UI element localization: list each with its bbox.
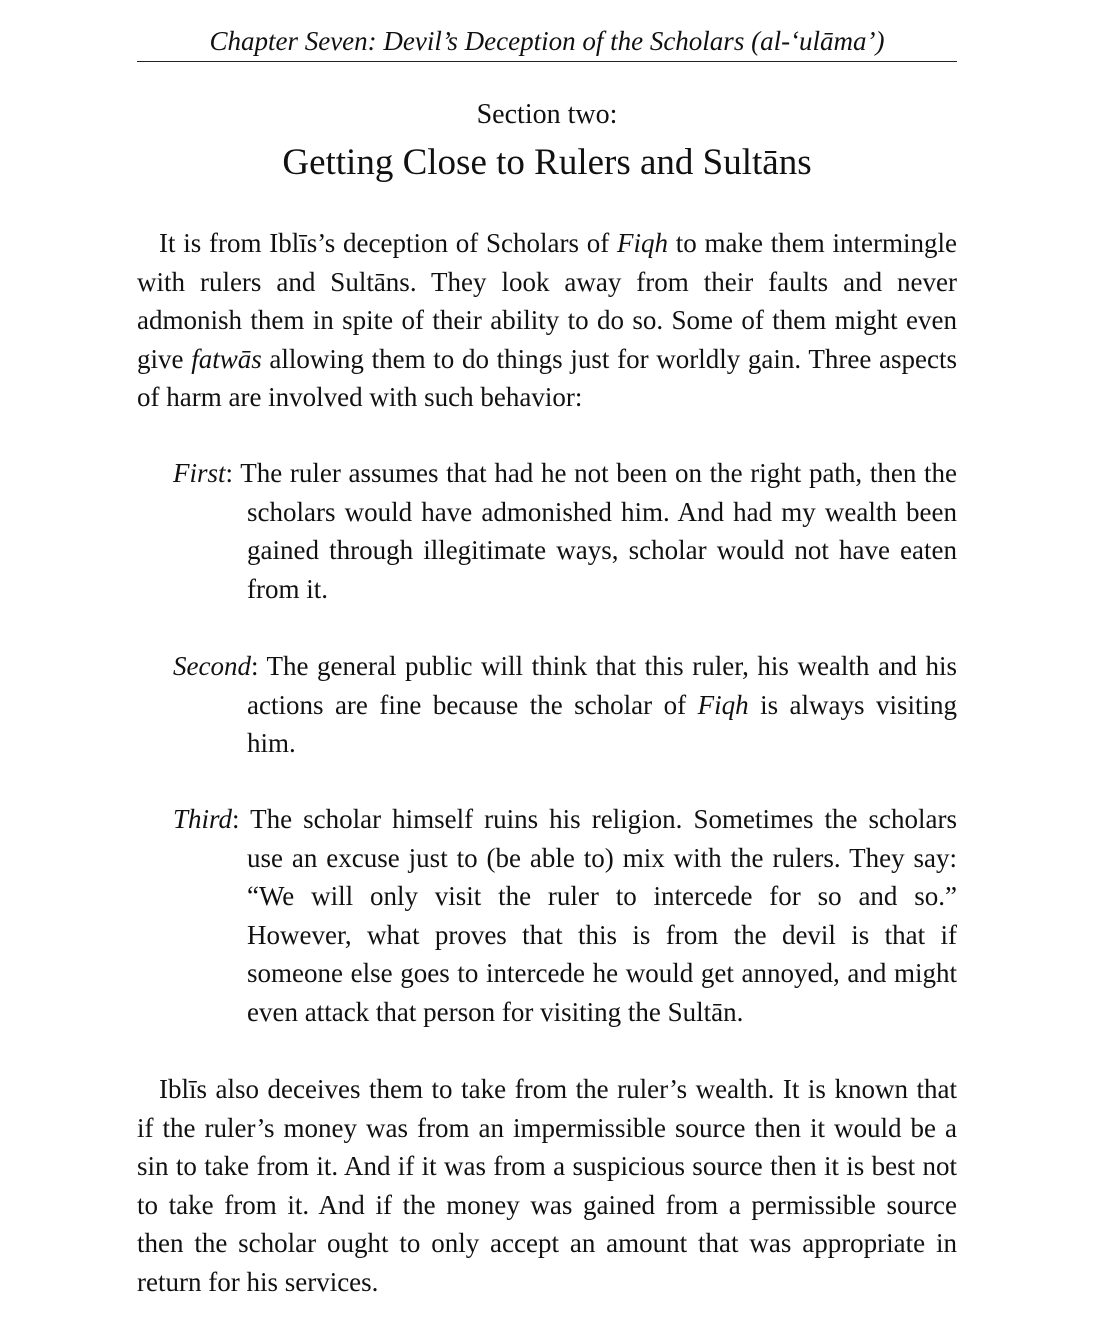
header-divider: [137, 61, 957, 62]
intro-text-part3: allowing them to do things just for worldly gain. Three aspects of harm are involved with such behavior:: [137, 343, 957, 413]
point-third: [173, 800, 957, 1032]
point-label: First: [173, 458, 226, 488]
closing-paragraph: Iblīs also deceives them to take from the ruler’s wealth. It is known that if the ruler’s money was from an impermissible source then it would be a sin to take from it. And if it was from a suspicious source then it is best not to take from it. And if the money was gained from a permissible source then the scholar ought to only accept an amount that was appropriate in return for his services.: [137, 1074, 957, 1297]
intro-text-part2: to make them intermingle with rulers and Sultāns. They look away from their faults and never admonish them in spite of their ability to do so. Some of them might even give: [137, 228, 957, 374]
point-label: Second: [173, 651, 251, 681]
point-text: : The ruler assumes that had he not been on the right path, then the scholars would have admonished him. And had my wealth been gained through illegitimate ways, scholar would not have eaten from it.: [225, 458, 957, 604]
point-text: : The scholar himself ruins his religion. Sometimes the scholars use an excuse just to (be able to) mix with the rulers. They say: “We will only visit the ruler to intercede for so and so.” However, what proves that this is from the devil is that if someone else goes to intercede he would get annoyed, and might even attack that person for visiting the Sultān.: [232, 804, 957, 1027]
point-first: [173, 454, 957, 608]
point-second: [173, 647, 957, 763]
point-label: Third: [173, 804, 233, 834]
point-text-after: is always visiting him.: [247, 689, 957, 759]
intro-term-fatwas: fatwās: [191, 343, 262, 374]
running-header: Chapter Seven: Devil’s Deception of the Scholars (al-‘ulāma’): [209, 26, 885, 56]
section-title: Getting Close to Rulers and Sultāns: [282, 142, 812, 183]
intro-paragraph: [137, 224, 957, 417]
point-text-before: : The general public will think that this ruler, his wealth and his actions are fine because the scholar of: [247, 651, 957, 720]
intro-term-fiqh: Fiqh: [617, 228, 669, 258]
intro-text-part1: It is from Iblīs’s deception of Scholars of: [159, 228, 618, 258]
section-label: Section two:: [476, 99, 618, 130]
point-term-fiqh: Fiqh: [697, 689, 749, 720]
